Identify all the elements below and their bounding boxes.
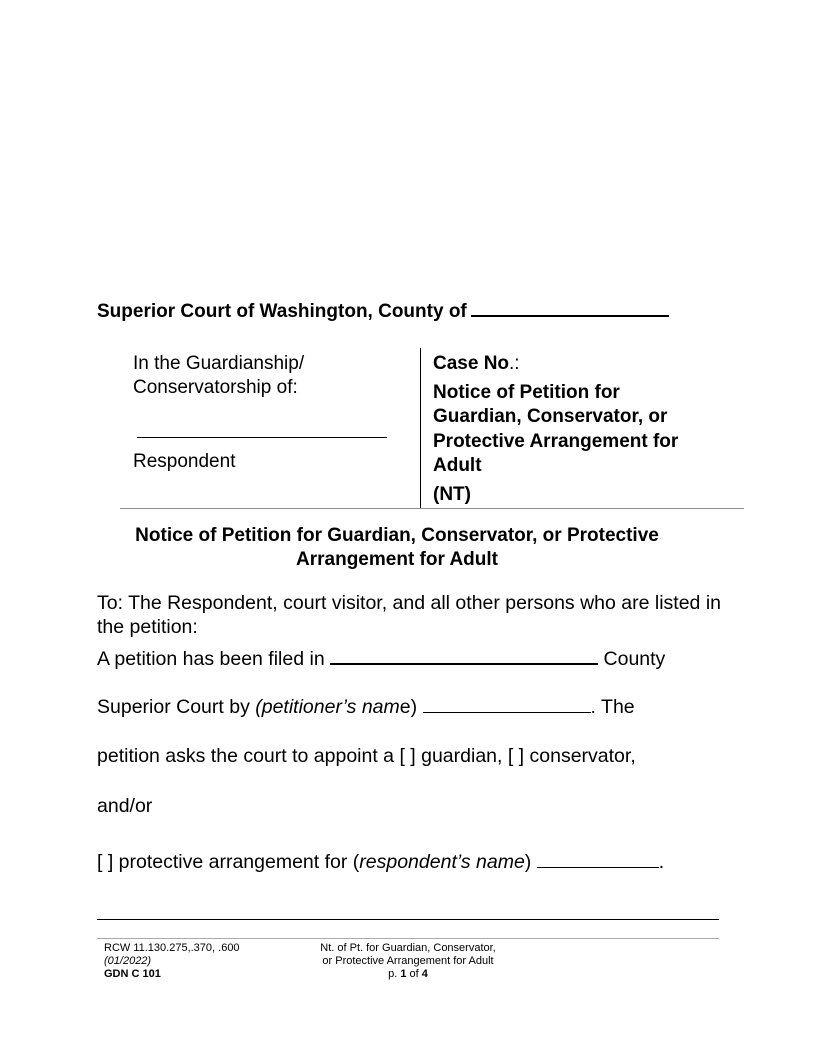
caption-bottom-rule (120, 508, 744, 509)
page-of: of (406, 968, 422, 980)
footer-rule (97, 938, 719, 939)
petitioner-close: e) (399, 696, 418, 718)
document-title (433, 381, 733, 479)
respondent-name-field[interactable] (537, 851, 659, 868)
footer-date: (01/2022) (104, 955, 152, 967)
respondent-name-label: respondent’s name (359, 851, 525, 873)
case-no-label: Case No (433, 353, 510, 374)
document-code: (NT) (433, 483, 471, 505)
footer-form-code: GDN C 101 (104, 968, 161, 980)
case-no-colon: .: (509, 353, 520, 374)
caption-line-2: Conservatorship of: (133, 377, 298, 398)
to-line: To: The Respondent, court visitor, and all other persons who are listed in the petition: (97, 592, 721, 638)
caption-line-1: In the Guardianship/ (133, 353, 305, 374)
andor-line: and/or (97, 795, 153, 817)
page-indicator (296, 968, 520, 981)
main-title-line-1: Notice of Petition for Guardian, Conservator, or Protective (135, 525, 659, 546)
filed-suffix: County (603, 648, 666, 670)
county-blank[interactable] (471, 299, 669, 317)
page-number: 1 (400, 968, 407, 980)
superior-line (97, 696, 635, 719)
footer-center (296, 942, 520, 981)
caption-left (133, 352, 387, 474)
caption-right (433, 352, 733, 507)
protective-line (97, 851, 664, 874)
protective-prefix: [ ] protective arrangement for ( (97, 851, 360, 873)
case-number[interactable] (433, 352, 733, 377)
footer-rcw: RCW 11.130.275,.370, .600 (104, 942, 240, 954)
protective-close: ) (524, 851, 532, 873)
page-prefix: p. (388, 968, 401, 980)
respondent-label: Respondent (133, 451, 236, 472)
page-total: 4 (421, 968, 428, 980)
footer-title-line-1: Nt. of Pt. for Guardian, Conservator, (320, 942, 496, 954)
doc-title-line: Protective Arrangement for (433, 430, 679, 452)
court-heading-text: Superior Court of Washington, County of (97, 301, 467, 322)
petitioner-label: (petitioner’s nam (255, 696, 400, 718)
superior-suffix: . The (590, 696, 635, 718)
filed-prefix: A petition has been filed in (97, 648, 325, 670)
main-title (97, 524, 697, 572)
court-heading (97, 299, 669, 323)
main-title-line-2: Arrangement for Adult (296, 549, 498, 570)
protective-end: . (658, 851, 665, 873)
respondent-name-blank[interactable] (137, 437, 387, 438)
doc-title-line: Guardian, Conservator, or (433, 406, 668, 427)
caption-divider (420, 348, 421, 508)
petitioner-name-blank[interactable] (423, 696, 591, 713)
signature-rule (97, 919, 719, 920)
doc-title-line: Notice of Petition for (433, 381, 620, 403)
filed-line (97, 647, 665, 671)
asks-line: petition asks the court to appoint a [ ] guardian, [ ] conservator, (97, 745, 636, 767)
footer-title-line-2: or Protective Arrangement for Adult (322, 955, 494, 967)
doc-title-line: Adult (433, 455, 482, 476)
footer-left (104, 942, 240, 981)
county-name-blank[interactable] (330, 647, 598, 665)
superior-prefix: Superior Court by (97, 696, 250, 718)
